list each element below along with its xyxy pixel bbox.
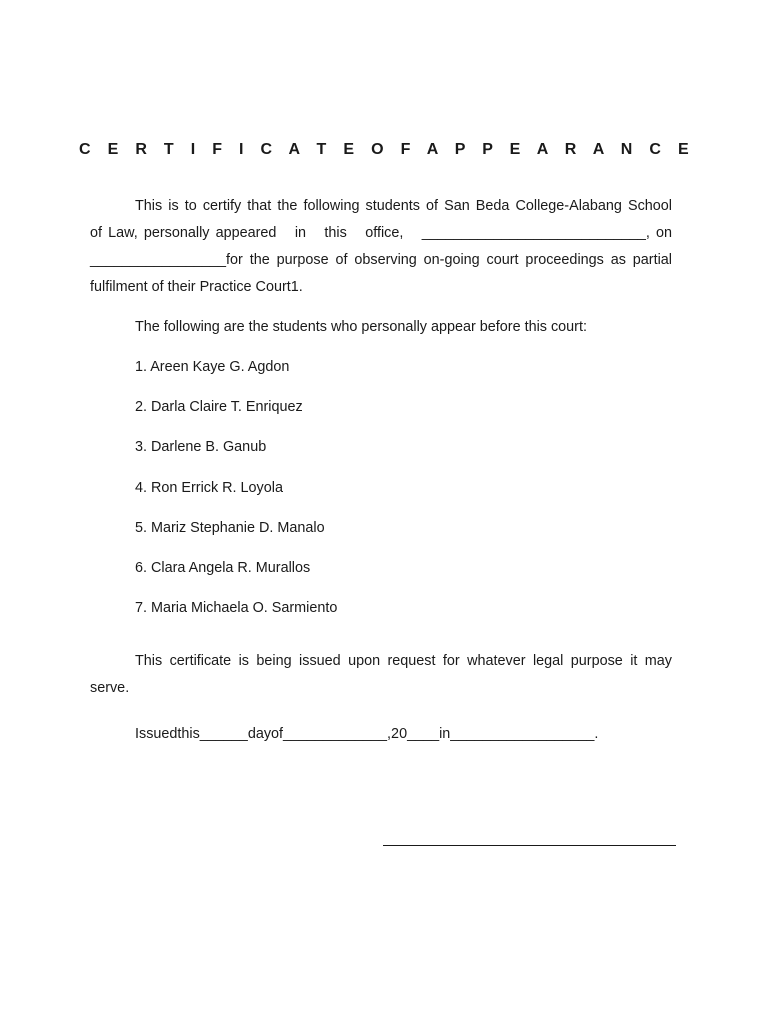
list-item: 7. Maria Michaela O. Sarmiento: [135, 600, 338, 617]
student-list: [135, 355, 337, 636]
paragraph-line: fulfilment of their Practice Court1.: [90, 279, 303, 295]
certification-paragraph: [90, 193, 672, 301]
list-item: 6. Clara Angela R. Murallos: [135, 559, 311, 576]
paragraph-line: This certificate is being issued upon request for whatever legal purpose it may: [135, 653, 672, 669]
paragraph-line: of Law, personally appeared in this office, ____________________________, on: [90, 225, 672, 241]
certificate-title: C E R T I F I C A T E O F A P P E A R A N C E: [79, 141, 695, 158]
list-item: 4. Ron Errick R. Loyola: [135, 479, 283, 496]
issued-date-line: Issuedthis______dayof_____________,20____in__________________.: [135, 726, 599, 742]
paragraph-line: _________________for the purpose of observing on-going court proceedings as partial: [90, 252, 672, 268]
list-item: 2. Darla Claire T. Enriquez: [135, 399, 303, 416]
students-intro: The following are the students who personally appear before this court:: [135, 319, 587, 335]
signature-line: [383, 845, 676, 846]
paragraph-line: serve.: [90, 680, 130, 696]
list-item: 5. Mariz Stephanie D. Manalo: [135, 519, 325, 536]
paragraph-line: This is to certify that the following students of San Beda College-Alabang School: [135, 198, 672, 214]
purpose-paragraph: [90, 648, 672, 702]
list-item: 1. Areen Kaye G. Agdon: [135, 359, 290, 375]
list-item: 3. Darlene B. Ganub: [135, 439, 267, 456]
